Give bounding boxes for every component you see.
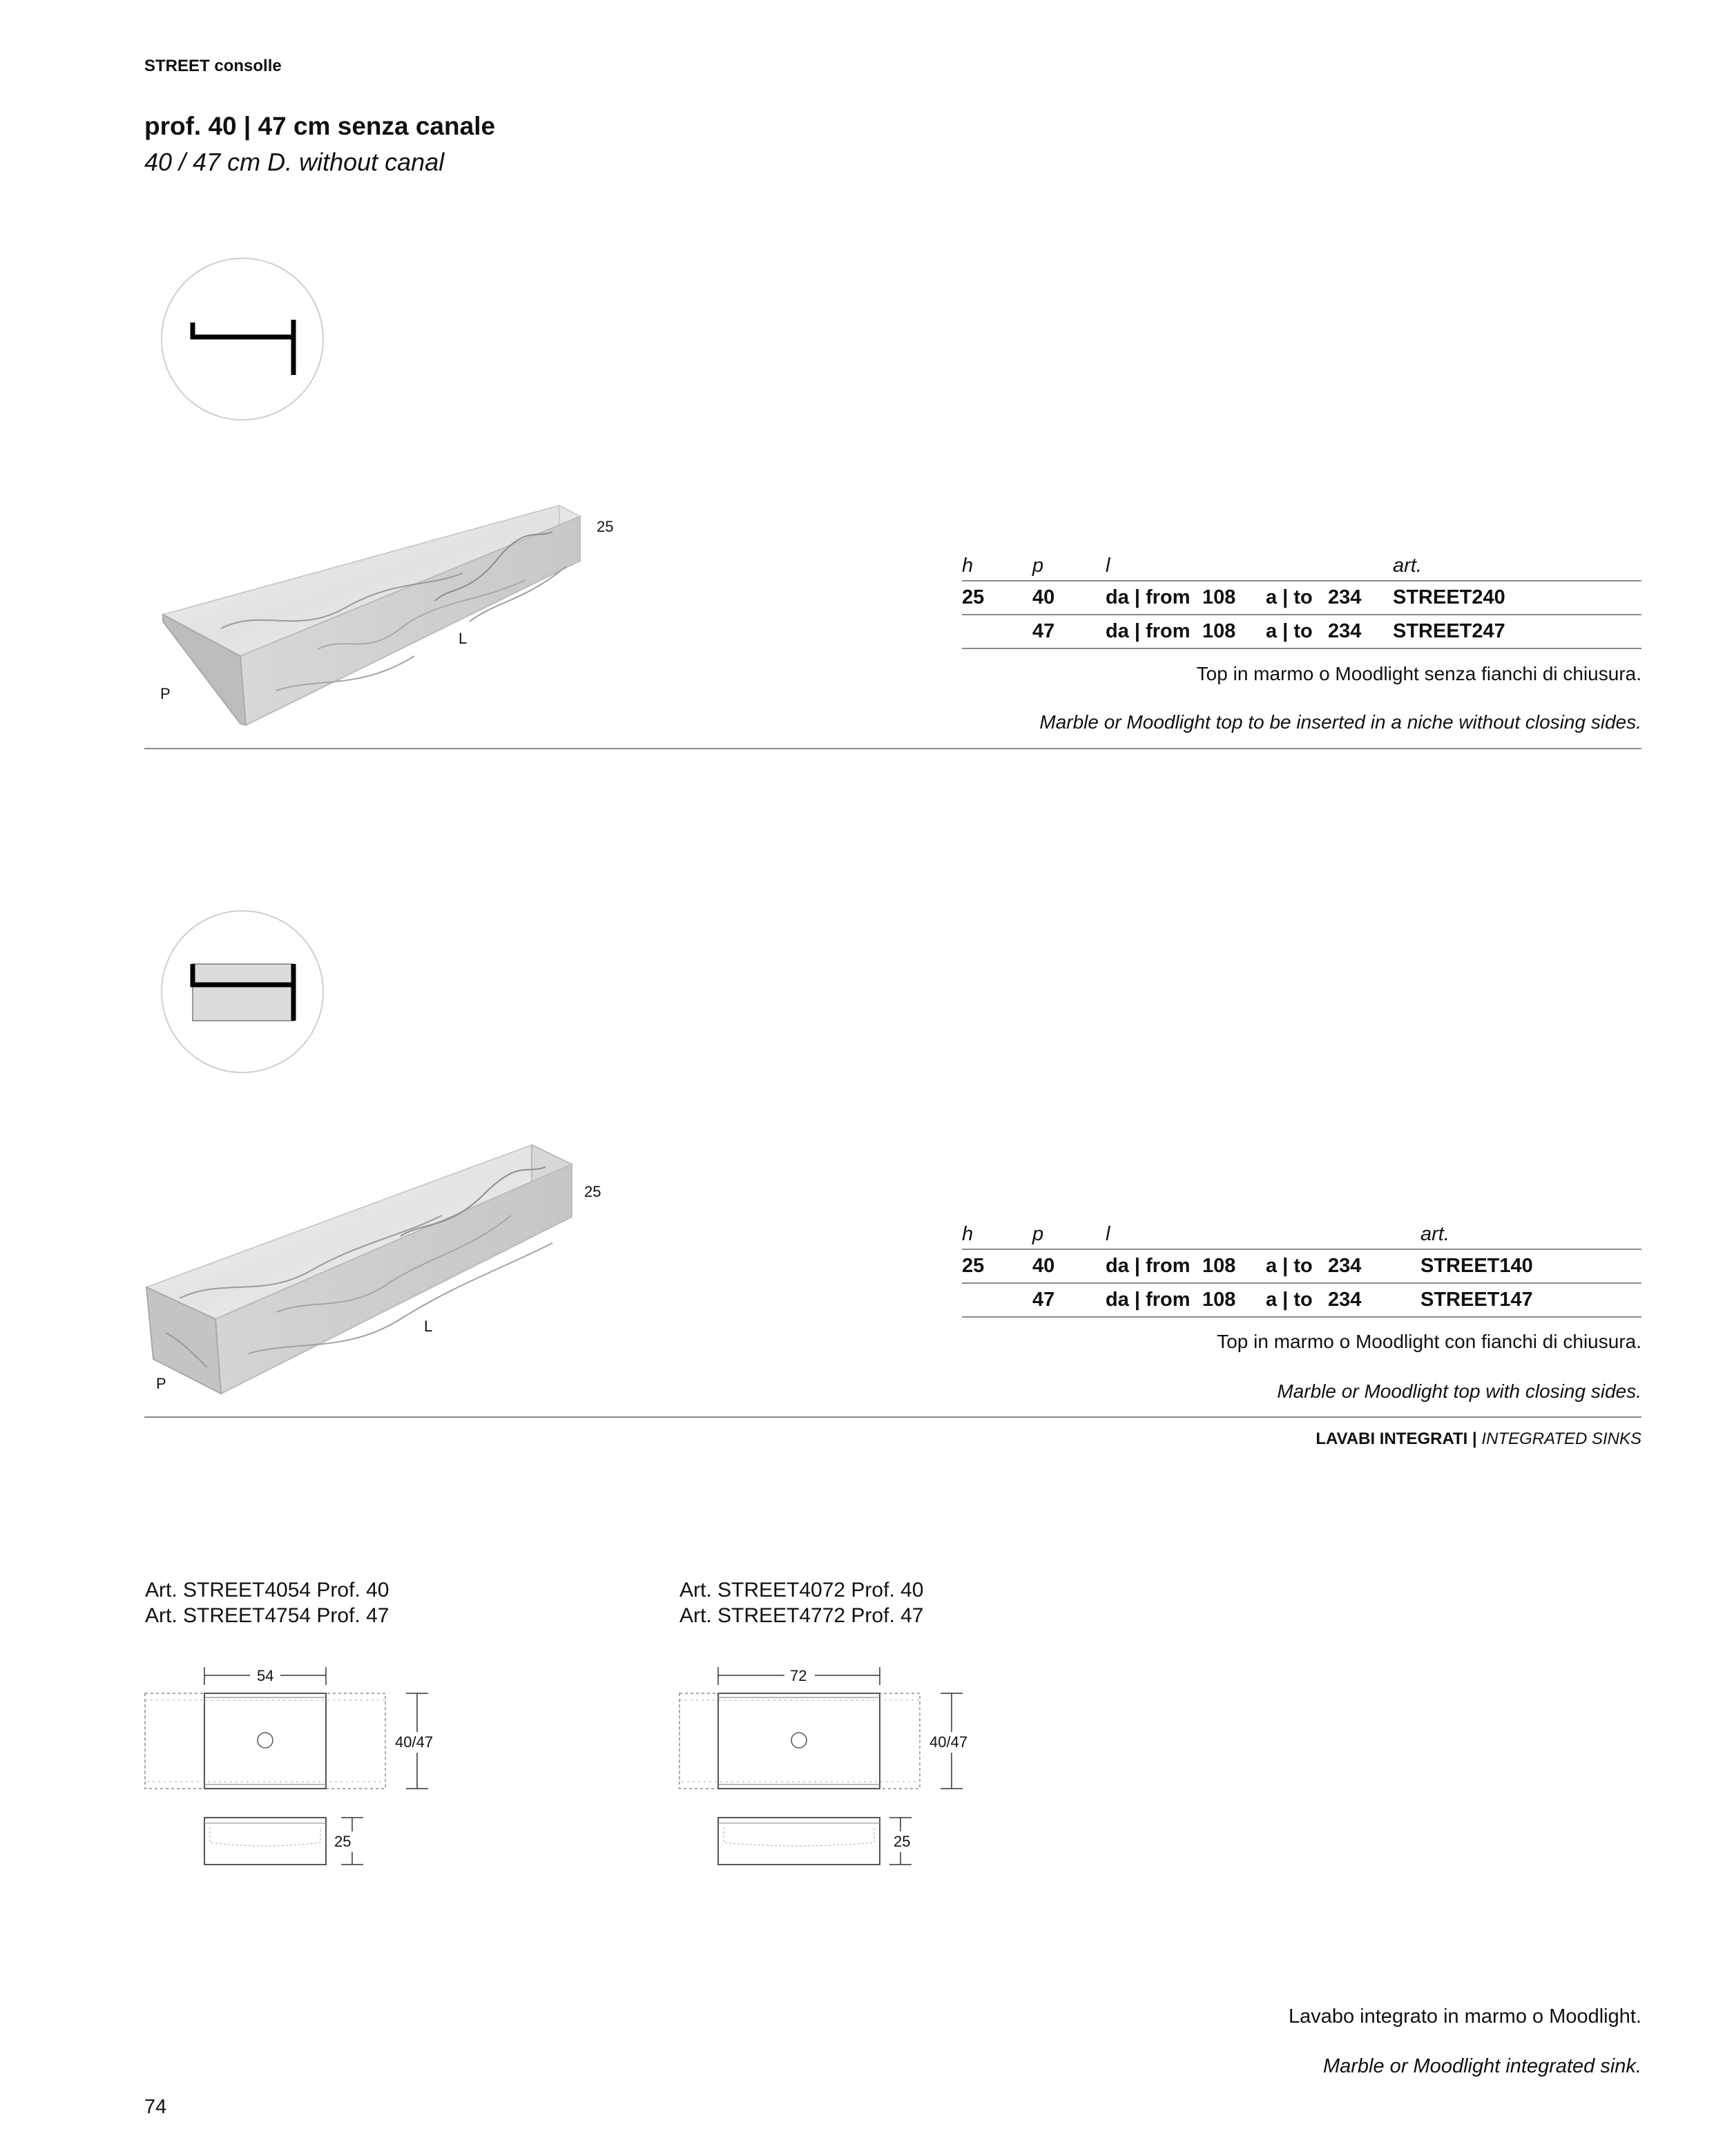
cell-art: STREET247	[1393, 620, 1505, 642]
sink2-height-label: 25	[894, 1833, 911, 1850]
cell-to-value: 234	[1328, 1289, 1362, 1311]
page-title: prof. 40 | 47 cm senza canale	[144, 112, 496, 140]
col-art: art.	[1393, 555, 1422, 577]
cell-h: 25	[962, 1255, 985, 1277]
sink2-depth-label: 40/47	[929, 1733, 968, 1751]
cell-to-value: 234	[1328, 620, 1362, 642]
sinks-label-en: INTEGRATED SINKS	[1481, 1430, 1641, 1448]
cell-p: 40	[1032, 1255, 1055, 1277]
table-row	[962, 1249, 1641, 1283]
col-p: p	[1032, 1223, 1044, 1245]
cell-from-label: da | from	[1106, 620, 1191, 642]
cell-h: 25	[962, 586, 985, 608]
product2-desc-it: Top in marmo o Moodlight con fianchi di chiusura.	[1217, 1331, 1641, 1352]
sink1-width-label: 54	[257, 1667, 274, 1684]
sink1-plan-and-section	[141, 1657, 445, 1878]
table-header-row	[962, 1218, 1641, 1249]
cell-from-value: 108	[1202, 1255, 1236, 1277]
sink1-technical-drawing	[141, 1657, 445, 1878]
cell-to-value: 234	[1328, 586, 1362, 608]
cell-art: STREET147	[1420, 1289, 1533, 1311]
col-art: art.	[1420, 1223, 1449, 1245]
product1-length-label: L	[459, 630, 468, 647]
table-row	[962, 1283, 1641, 1317]
section-divider	[144, 748, 1641, 749]
sinks-label-separator: |	[1467, 1430, 1482, 1448]
product2-desc-en: Marble or Moodlight top with closing sides.	[1277, 1380, 1641, 1402]
cell-p: 40	[1032, 586, 1055, 608]
sinks-label-it: LAVABI INTEGRATI	[1316, 1430, 1468, 1448]
cell-p: 47	[1032, 1289, 1055, 1311]
cell-to-label: a | to	[1266, 1255, 1313, 1277]
cell-art: STREET140	[1420, 1255, 1533, 1277]
cell-from-label: da | from	[1106, 1255, 1191, 1277]
product2-spec-table	[962, 1218, 1641, 1318]
col-l: l	[1106, 555, 1110, 577]
cell-to-label: a | to	[1266, 1289, 1313, 1311]
product1-desc-it: Top in marmo o Moodlight senza fianchi di chiusura.	[1196, 663, 1641, 684]
sink1-code-40: Art. STREET4054 Prof. 40	[145, 1579, 389, 1601]
cell-h	[962, 1283, 1032, 1317]
product2-length-label: L	[424, 1318, 433, 1335]
marble-top-closed-illustration	[138, 1133, 608, 1409]
col-h: h	[962, 1223, 974, 1245]
cell-h	[962, 615, 1032, 648]
sink2-code-40: Art. STREET4072 Prof. 40	[680, 1579, 924, 1601]
col-p: p	[1032, 555, 1044, 577]
cell-from-label: da | from	[1106, 1289, 1191, 1311]
product2-height-label: 25	[584, 1183, 601, 1200]
cell-from-value: 108	[1202, 1289, 1236, 1311]
table-header-row	[962, 550, 1641, 581]
sink1-code-47: Art. STREET4754 Prof. 47	[145, 1604, 389, 1627]
cell-to-label: a | to	[1266, 620, 1313, 642]
sink2-plan-and-section	[675, 1657, 979, 1878]
page-number: 74	[144, 2096, 167, 2118]
profile-icon-open	[161, 258, 324, 421]
open-profile-icon	[162, 259, 322, 419]
sinks-desc-it: Lavabo integrato in marmo o Moodlight.	[1288, 2005, 1641, 2028]
col-l: l	[1106, 1223, 1110, 1245]
table-row	[962, 615, 1641, 648]
col-h: h	[962, 555, 974, 577]
cell-to-value: 234	[1328, 1255, 1362, 1277]
page-subtitle: 40 / 47 cm D. without canal	[144, 148, 445, 176]
section-divider	[144, 1416, 1641, 1418]
marble-top-open-illustration	[138, 483, 635, 739]
sinks-desc-en: Marble or Moodlight integrated sink.	[1322, 2055, 1641, 2077]
table-row	[962, 581, 1641, 615]
sink1-article-codes	[145, 1577, 389, 1628]
sink2-code-47: Art. STREET4772 Prof. 47	[680, 1604, 924, 1627]
product1-render	[138, 483, 635, 739]
profile-icon-closed	[161, 910, 324, 1073]
product1-desc-en: Marble or Moodlight top to be inserted in a niche without closing sides.	[1039, 711, 1641, 733]
sink2-technical-drawing	[675, 1657, 979, 1878]
sink1-height-label: 25	[334, 1833, 351, 1850]
closed-profile-icon	[162, 912, 322, 1072]
cell-from-value: 108	[1202, 620, 1236, 642]
cell-art: STREET240	[1393, 586, 1505, 608]
product2-depth-label: P	[156, 1375, 166, 1392]
product1-spec-table	[962, 550, 1641, 649]
cell-to-label: a | to	[1266, 586, 1313, 608]
sink2-width-label: 72	[790, 1667, 807, 1684]
product1-depth-label: P	[160, 685, 171, 702]
sink2-article-codes	[680, 1577, 923, 1628]
product2-render	[138, 1133, 608, 1409]
sinks-section-label	[1316, 1430, 1641, 1449]
product1-height-label: 25	[597, 518, 614, 535]
cell-from-value: 108	[1202, 586, 1236, 608]
sink1-depth-label: 40/47	[395, 1733, 434, 1751]
cell-p: 47	[1032, 620, 1055, 642]
cell-from-label: da | from	[1106, 586, 1191, 608]
collection-label: STREET consolle	[144, 57, 282, 75]
